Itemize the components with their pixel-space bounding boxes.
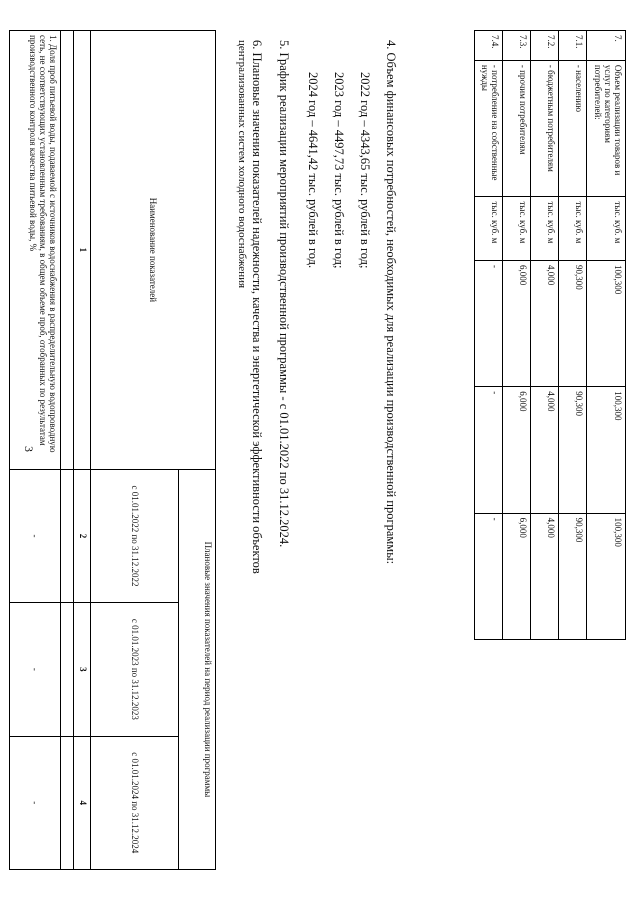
row-name: - населению bbox=[559, 60, 587, 197]
indicator-name: 1. Доля проб питьевой воды, подаваемой с источников водоснабжения в распределительную водопроводную сеть, не соответствующих установленным требованиям, в общем объеме проб, отобранных по результатам производственного контроля качества питьевой воды, % bbox=[10, 31, 61, 470]
row-number: 7.4. bbox=[475, 31, 503, 61]
row-value-2022: 6,000 bbox=[503, 260, 531, 386]
empty-cell bbox=[61, 31, 74, 470]
row-number: 7.3. bbox=[503, 31, 531, 61]
section-4-item-2023: 2023 год – 4497,73 тыс. рублей в год; bbox=[332, 72, 346, 269]
section-4-heading: 4. Объем финансовых потребностей, необходимых для реализации производственной программы: bbox=[384, 40, 398, 565]
sales-volume-table bbox=[474, 30, 626, 640]
table-row bbox=[587, 31, 626, 640]
row-value-2022: - bbox=[475, 260, 503, 386]
table-row bbox=[531, 31, 559, 640]
row-name: - прочим потребителям bbox=[503, 60, 531, 197]
row-unit: тыс. куб. м bbox=[531, 197, 559, 261]
row-value-2022: 4,000 bbox=[531, 260, 559, 386]
section-5-heading: 5. График реализации мероприятий производственной программы - с 01.01.2022 по 31.12.2024. bbox=[277, 40, 291, 548]
section-6-heading-line1: 6. Плановые значения показателей надежности, качества и энергетической эффективности объектов bbox=[250, 40, 264, 574]
row-value-2022: 100,300 bbox=[587, 260, 626, 386]
row-name: - потребление на собственные нужды bbox=[475, 60, 503, 197]
empty-cell bbox=[61, 603, 74, 736]
row-value-2023: 4,000 bbox=[531, 387, 559, 513]
row-number: 7.1. bbox=[559, 31, 587, 61]
row-name: - бюджетным потребителям bbox=[531, 60, 559, 197]
section-4-item-2024: 2024 год – 4641,42 тыс. рублей в год. bbox=[306, 72, 320, 269]
page-number: 3 bbox=[22, 446, 36, 452]
section-6-heading-line2: централизованных систем холодного водоснабжения bbox=[236, 40, 248, 289]
rotated-content bbox=[28, 30, 634, 880]
row-number: 7.2. bbox=[531, 31, 559, 61]
row-value-2024: 90,300 bbox=[559, 513, 587, 639]
table-row bbox=[475, 31, 503, 640]
row-value-2022: 90,300 bbox=[559, 260, 587, 386]
row-value-2024: 100,300 bbox=[587, 513, 626, 639]
indicator-name-header: Наименование показателей bbox=[91, 31, 216, 470]
indicator-value-2023: - bbox=[10, 603, 61, 736]
column-index: 2 bbox=[74, 469, 91, 602]
row-value-2023: 90,300 bbox=[559, 387, 587, 513]
indicators-table bbox=[9, 30, 216, 870]
row-unit: тыс. куб. м bbox=[475, 197, 503, 261]
row-name: Объем реализации товаров и услуг по категориям потребителей: bbox=[587, 60, 626, 197]
planned-values-header: Плановые значения показателей на период реализации программы bbox=[179, 469, 216, 869]
column-index: 1 bbox=[74, 31, 91, 470]
table-row bbox=[559, 31, 587, 640]
row-unit: тыс. куб. м bbox=[587, 197, 626, 261]
row-unit: тыс. куб. м bbox=[559, 197, 587, 261]
row-value-2023: - bbox=[475, 387, 503, 513]
empty-cell bbox=[61, 736, 74, 869]
period-header-2024: с 01.01.2024 по 31.12.2024 bbox=[91, 736, 179, 869]
row-number: 7. bbox=[587, 31, 626, 61]
column-index: 4 bbox=[74, 736, 91, 869]
indicator-value-2024: - bbox=[10, 736, 61, 869]
period-header-2023: с 01.01.2023 по 31.12.2023 bbox=[91, 603, 179, 736]
row-value-2024: - bbox=[475, 513, 503, 639]
row-value-2023: 6,000 bbox=[503, 387, 531, 513]
row-value-2024: 4,000 bbox=[531, 513, 559, 639]
column-index: 3 bbox=[74, 603, 91, 736]
row-unit: тыс. куб. м bbox=[503, 197, 531, 261]
table-row bbox=[503, 31, 531, 640]
row-value-2024: 6,000 bbox=[503, 513, 531, 639]
period-header-2022: с 01.01.2022 по 31.12.2022 bbox=[91, 469, 179, 602]
empty-cell bbox=[61, 469, 74, 602]
row-value-2023: 100,300 bbox=[587, 387, 626, 513]
indicator-value-2022: - bbox=[10, 469, 61, 602]
section-4-item-2022: 2022 год – 4343,65 тыс. рублей в год; bbox=[358, 72, 372, 269]
